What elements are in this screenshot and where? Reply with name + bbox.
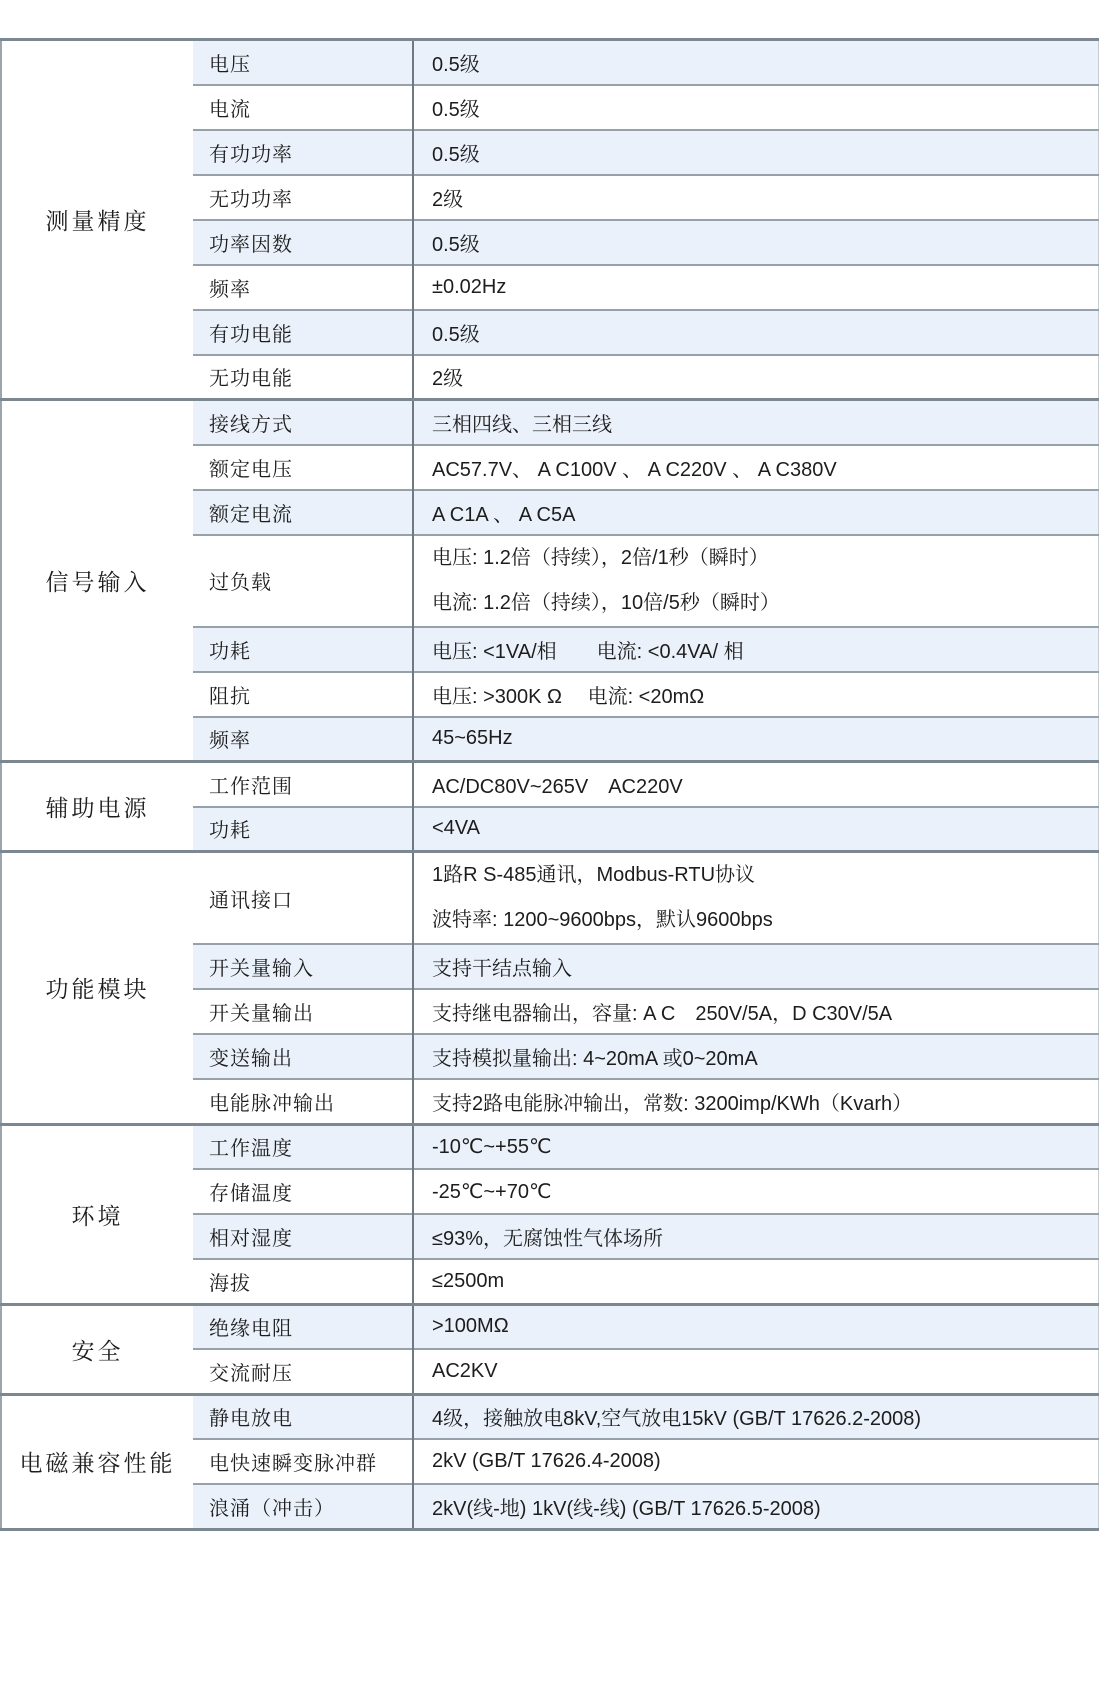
param-cell: 变送输出: [193, 1034, 413, 1079]
value-cell: 4级，接触放电8kV,空气放电15kV (GB/T 17626.2-2008): [413, 1394, 1098, 1439]
param-cell: 功耗: [193, 807, 413, 852]
value-cell: >100MΩ: [413, 1304, 1098, 1349]
value-line: 1路R S-485通讯，Modbus-RTU协议: [432, 864, 756, 886]
value-cell: -25℃~+70℃: [413, 1169, 1098, 1214]
param-cell: 相对湿度: [193, 1214, 413, 1259]
group-function-modules: [1, 852, 1098, 1125]
value-cell: 45~65Hz: [413, 717, 1098, 762]
category-emc: 电磁兼容性能: [1, 1394, 193, 1529]
value-cell: ≤93%，无腐蚀性气体场所: [413, 1214, 1098, 1259]
category-signal-input: 信号输入: [1, 400, 193, 762]
group-emc: [1, 1394, 1098, 1529]
value-cell: A C1A 、 A C5A: [413, 490, 1098, 535]
param-cell: 工作范围: [193, 762, 413, 807]
param-cell: 浪涌（冲击）: [193, 1484, 413, 1529]
value-cell: [413, 535, 1098, 627]
spec-row: [1, 1394, 1098, 1439]
spec-row: [1, 852, 1098, 945]
spec-row: [1, 762, 1098, 807]
category-function-modules: 功能模块: [1, 852, 193, 1125]
param-cell: 阻抗: [193, 672, 413, 717]
param-cell: 功率因数: [193, 220, 413, 265]
value-cell: 2kV(线-地) 1kV(线-线) (GB/T 17626.5-2008): [413, 1484, 1098, 1529]
param-cell: 频率: [193, 265, 413, 310]
param-cell: 无功功率: [193, 175, 413, 220]
param-cell: 功耗: [193, 627, 413, 672]
category-aux-power: 辅助电源: [1, 762, 193, 852]
group-environment: [1, 1124, 1098, 1304]
value-cell: 0.5级: [413, 220, 1098, 265]
value-line: 电流: 1.2倍（持续），10倍/5秒（瞬时）: [432, 591, 780, 614]
value-line: 波特率: 1200~9600bps，默认9600bps: [432, 909, 773, 931]
spec-row: [1, 40, 1098, 85]
param-cell: 通讯接口: [193, 852, 413, 945]
value-cell: 0.5级: [413, 310, 1098, 355]
value-cell: -10℃~+55℃: [413, 1124, 1098, 1169]
spec-row: [1, 400, 1098, 445]
group-measurement-accuracy: [1, 40, 1098, 400]
value-cell: 支持干结点输入: [413, 944, 1098, 989]
value-cell: <4VA: [413, 807, 1098, 852]
param-cell: 绝缘电阻: [193, 1304, 413, 1349]
spec-row: [1, 1304, 1098, 1349]
spec-table: [0, 38, 1099, 1531]
param-cell: 额定电压: [193, 445, 413, 490]
value-cell: AC2KV: [413, 1349, 1098, 1394]
group-aux-power: [1, 762, 1098, 852]
group-safety: [1, 1304, 1098, 1394]
value-cell: 2kV (GB/T 17626.4-2008): [413, 1439, 1098, 1484]
group-signal-input: [1, 400, 1098, 762]
param-cell: 静电放电: [193, 1394, 413, 1439]
param-cell: 接线方式: [193, 400, 413, 445]
param-cell: 存储温度: [193, 1169, 413, 1214]
param-cell: 过负载: [193, 535, 413, 627]
param-cell: 开关量输入: [193, 944, 413, 989]
value-line: 电压: 1.2倍（持续），2倍/1秒（瞬时）: [432, 546, 769, 569]
param-cell: 开关量输出: [193, 989, 413, 1034]
value-cell: AC57.7V、 A C100V 、 A C220V 、 A C380V: [413, 445, 1098, 490]
value-cell: AC/DC80V~265V AC220V: [413, 762, 1098, 807]
value-cell: 电压: >300K Ω 电流: <20mΩ: [413, 672, 1098, 717]
param-cell: 电能脉冲输出: [193, 1079, 413, 1124]
value-cell: ±0.02Hz: [413, 265, 1098, 310]
param-cell: 海拔: [193, 1259, 413, 1304]
category-measurement-accuracy: 测量精度: [1, 40, 193, 400]
category-safety: 安全: [1, 1304, 193, 1394]
param-cell: 电流: [193, 85, 413, 130]
param-cell: 电压: [193, 40, 413, 85]
value-cell: 2级: [413, 355, 1098, 400]
spec-row: [1, 1124, 1098, 1169]
value-cell: 三相四线、三相三线: [413, 400, 1098, 445]
param-cell: 工作温度: [193, 1124, 413, 1169]
param-cell: 额定电流: [193, 490, 413, 535]
category-environment: 环境: [1, 1124, 193, 1304]
value-cell: 0.5级: [413, 40, 1098, 85]
value-cell: 0.5级: [413, 130, 1098, 175]
param-cell: 有功电能: [193, 310, 413, 355]
param-cell: 频率: [193, 717, 413, 762]
param-cell: 有功功率: [193, 130, 413, 175]
value-cell: ≤2500m: [413, 1259, 1098, 1304]
param-cell: 电快速瞬变脉冲群: [193, 1439, 413, 1484]
param-cell: 无功电能: [193, 355, 413, 400]
value-cell: 0.5级: [413, 85, 1098, 130]
value-cell: 支持模拟量输出: 4~20mA 或0~20mA: [413, 1034, 1098, 1079]
value-cell: 支持2路电能脉冲输出，常数: 3200imp/KWh（Kvarh）: [413, 1079, 1098, 1124]
value-cell: 支持继电器输出，容量: A C 250V/5A，D C30V/5A: [413, 989, 1098, 1034]
value-cell: 电压: <1VA/相 电流: <0.4VA/ 相: [413, 627, 1098, 672]
value-cell: [413, 852, 1098, 945]
param-cell: 交流耐压: [193, 1349, 413, 1394]
value-cell: 2级: [413, 175, 1098, 220]
